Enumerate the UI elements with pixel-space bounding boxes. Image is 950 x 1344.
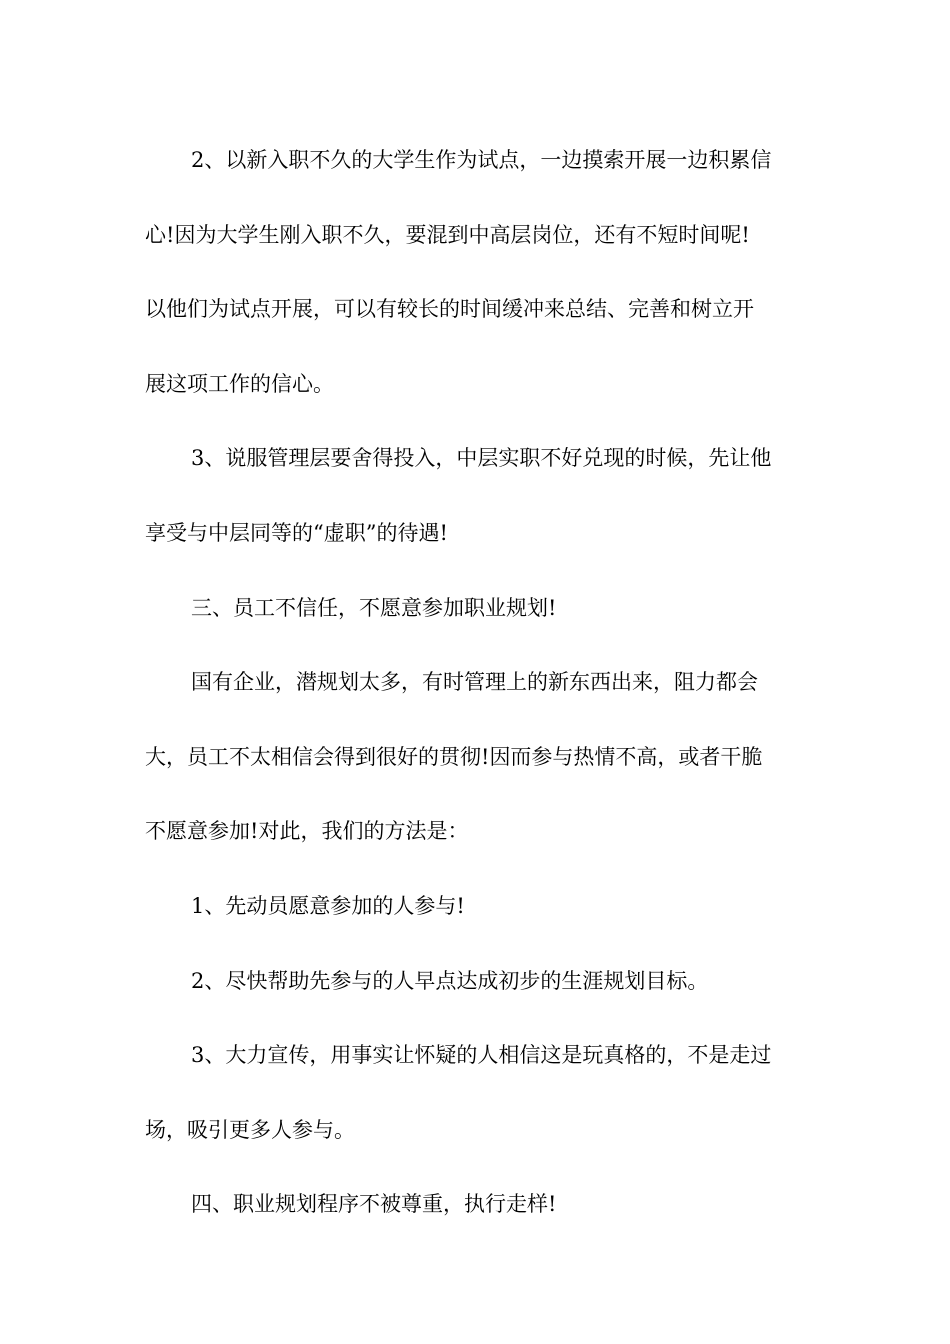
text-line: 国有企业，潜规划太多，有时管理上的新东西出来，阻力都会	[191, 670, 758, 695]
paragraph-trial-graduates	[145, 123, 810, 421]
list-item-one	[145, 869, 810, 944]
list-item-two	[145, 944, 810, 1019]
text-line: 以他们为试点开展，可以有较长的时间缓冲来总结、完善和树立开	[145, 297, 754, 322]
document-body	[145, 123, 810, 1242]
text-line: 大，员工不太相信会得到很好的贯彻!因而参与热情不高，或者干脆	[145, 744, 763, 769]
text-line: 心!因为大学生刚入职不久，要混到中高层岗位，还有不短时间呢!	[145, 222, 750, 247]
text-line: 三、员工不信任，不愿意参加职业规划!	[191, 595, 557, 620]
text-line: 3、大力宣传，用事实让怀疑的人相信这是玩真格的，不是走过	[191, 1043, 772, 1068]
text-line: 1、先动员愿意参加的人参与!	[191, 893, 465, 918]
text-line: 享受与中层同等的“虚职”的待遇!	[145, 520, 448, 545]
text-line: 展这项工作的信心。	[145, 371, 334, 396]
text-line: 场，吸引更多人参与。	[145, 1117, 355, 1142]
text-line: 不愿意参加!对此，我们的方法是：	[145, 819, 469, 844]
paragraph-state-enterprise	[145, 645, 810, 869]
list-item-three	[145, 1018, 810, 1167]
text-line: 3、说服管理层要舍得投入，中层实职不好兑现的时候，先让他	[191, 446, 772, 471]
text-line: 四、职业规划程序不被尊重，执行走样!	[191, 1192, 557, 1217]
paragraph-persuade-management	[145, 421, 810, 570]
section-heading-four	[145, 1167, 810, 1242]
section-heading-three	[145, 571, 810, 646]
text-line: 2、尽快帮助先参与的人早点达成初步的生涯规划目标。	[191, 968, 709, 993]
text-line: 2、以新入职不久的大学生作为试点，一边摸索开展一边积累信	[191, 148, 772, 172]
